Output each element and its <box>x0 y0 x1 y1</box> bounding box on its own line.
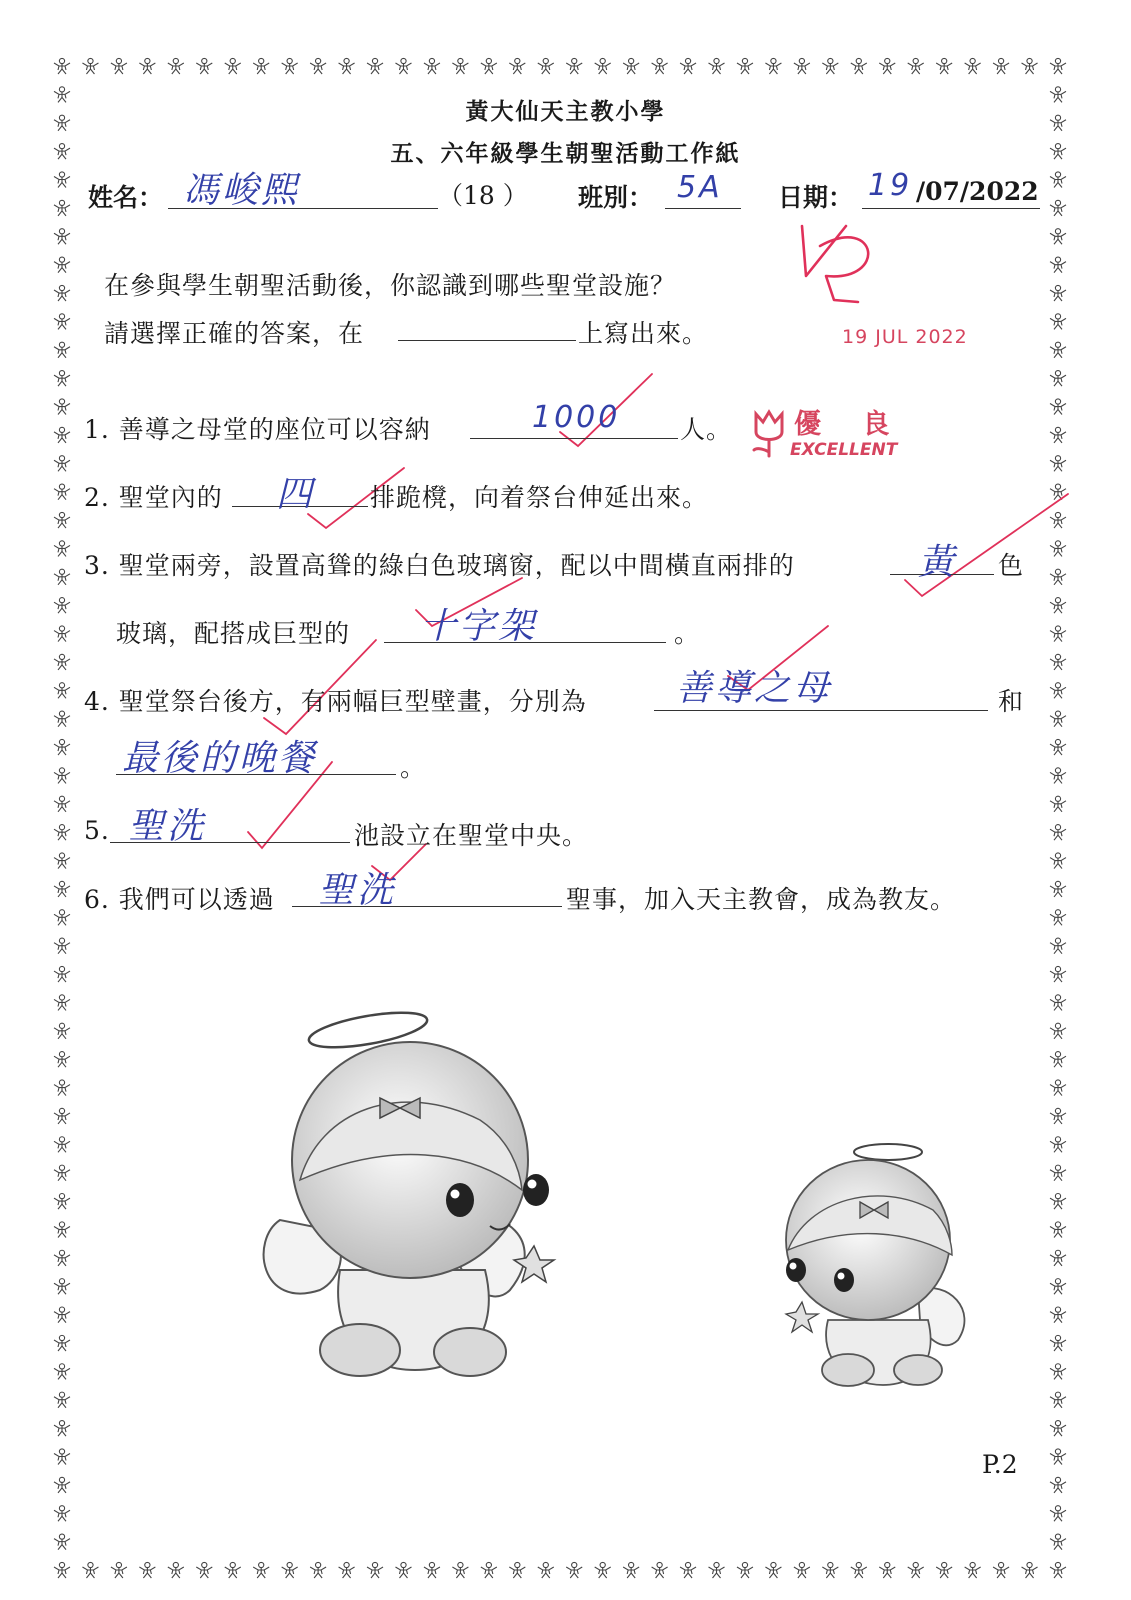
angel-figure-icon <box>765 1562 781 1578</box>
angel-figure-icon <box>253 58 269 74</box>
angel-figure-icon <box>54 1506 70 1522</box>
question-4-prefix: 4. 聖堂祭台後方，有兩幅巨型壁畫，分別為 <box>84 687 587 716</box>
angel-figure-icon <box>1050 512 1066 528</box>
cherub-angel-small-icon <box>768 1130 978 1400</box>
angel-figure-icon <box>54 285 70 301</box>
angel-figure-icon <box>1050 825 1066 841</box>
angel-figure-icon <box>54 683 70 699</box>
angel-figure-icon <box>652 1562 668 1578</box>
angel-figure-icon <box>339 1562 355 1578</box>
angel-figure-icon <box>623 58 639 74</box>
angel-figure-icon <box>54 1279 70 1295</box>
angel-figure-icon <box>54 966 70 982</box>
angel-figure-icon <box>54 1165 70 1181</box>
angel-figure-icon <box>936 1562 952 1578</box>
angel-figure-icon <box>908 58 924 74</box>
date-label: 日期： <box>778 183 854 212</box>
angel-figure-icon <box>965 1562 981 1578</box>
angel-figure-icon <box>54 1335 70 1351</box>
angel-figure-icon <box>1050 853 1066 869</box>
angel-figure-icon <box>1050 1222 1066 1238</box>
angel-figure-icon <box>908 1562 924 1578</box>
question-3-prefix: 3. 聖堂兩旁，設置高聳的綠白色玻璃窗，配以中間橫直兩排的 <box>84 551 795 580</box>
angel-figure-icon <box>54 1108 70 1124</box>
angel-figure-icon <box>424 58 440 74</box>
angel-figure-icon <box>54 711 70 727</box>
question-4-answer-2: 最後的晚餐 <box>122 738 318 779</box>
angel-figure-icon <box>481 58 497 74</box>
angel-figure-icon <box>54 200 70 216</box>
angel-figure-icon <box>1050 314 1066 330</box>
angel-figure-icon <box>680 1562 696 1578</box>
angel-figure-icon <box>54 739 70 755</box>
angel-figure-icon <box>54 853 70 869</box>
angel-figure-icon <box>737 58 753 74</box>
angel-figure-icon <box>936 58 952 74</box>
angel-figure-icon <box>54 1137 70 1153</box>
angel-figure-icon <box>1050 399 1066 415</box>
angel-figure-icon <box>54 938 70 954</box>
angel-figure-icon <box>1050 1364 1066 1380</box>
angel-figure-icon <box>1050 1477 1066 1493</box>
excellent-stamp-en: EXCELLENT <box>790 440 898 460</box>
angel-figure-icon <box>623 1562 639 1578</box>
angel-figure-icon <box>54 371 70 387</box>
angel-figure-icon <box>1050 58 1066 74</box>
angel-figure-icon <box>282 58 298 74</box>
question-3-suffix: 色 <box>998 551 1025 580</box>
angel-figure-icon <box>879 58 895 74</box>
angel-figure-icon <box>1050 711 1066 727</box>
angel-figure-icon <box>1050 371 1066 387</box>
angel-figure-icon <box>310 1562 326 1578</box>
angel-figure-icon <box>1050 796 1066 812</box>
angel-figure-icon <box>196 58 212 74</box>
angel-figure-icon <box>54 598 70 614</box>
angel-figure-icon <box>111 58 127 74</box>
angel-figure-icon <box>1050 1506 1066 1522</box>
angel-figure-icon <box>54 512 70 528</box>
angel-figure-icon <box>1050 1392 1066 1408</box>
angel-figure-icon <box>1050 938 1066 954</box>
angel-figure-icon <box>680 58 696 74</box>
angel-figure-icon <box>794 58 810 74</box>
angel-figure-icon <box>1050 598 1066 614</box>
angel-figure-icon <box>709 1562 725 1578</box>
intro-blank <box>398 340 576 341</box>
angel-figure-icon <box>1050 456 1066 472</box>
angel-figure-icon <box>139 58 155 74</box>
angel-figure-icon <box>395 1562 411 1578</box>
angel-figure-icon <box>54 1421 70 1437</box>
angel-figure-icon <box>851 1562 867 1578</box>
worksheet-title: 五、六年級學生朝聖活動工作紙 <box>390 140 741 167</box>
angel-figure-icon <box>111 1562 127 1578</box>
angel-figure-icon <box>851 58 867 74</box>
angel-figure-icon <box>54 1023 70 1039</box>
angel-figure-icon <box>481 1562 497 1578</box>
page-number: P.2 <box>982 1450 1018 1479</box>
angel-figure-icon <box>54 257 70 273</box>
angel-figure-icon <box>1050 1108 1066 1124</box>
angel-figure-icon <box>822 1562 838 1578</box>
angel-figure-icon <box>509 58 525 74</box>
angel-figure-icon <box>54 229 70 245</box>
angel-figure-icon <box>1050 1449 1066 1465</box>
angel-figure-icon <box>1050 1421 1066 1437</box>
angel-figure-icon <box>54 1392 70 1408</box>
angel-figure-icon <box>54 399 70 415</box>
question-6-suffix: 聖事，加入天主教會，成為教友。 <box>566 885 957 914</box>
angel-figure-icon <box>54 1307 70 1323</box>
student-name: 馮峻熙 <box>183 170 301 211</box>
angel-figure-icon <box>1022 58 1038 74</box>
question-3-answer: 黃 <box>918 542 958 583</box>
angel-figure-icon <box>1050 1279 1066 1295</box>
question-1-suffix: 人。 <box>680 415 733 444</box>
school-name: 黃大仙天主教小學 <box>465 98 666 125</box>
angel-figure-icon <box>54 342 70 358</box>
angel-figure-icon <box>54 796 70 812</box>
class-underline <box>665 208 741 209</box>
angel-figure-icon <box>794 1562 810 1578</box>
angel-figure-icon <box>1050 1562 1066 1578</box>
date-day: 19 <box>868 168 913 203</box>
angel-figure-icon <box>765 58 781 74</box>
angel-figure-icon <box>965 58 981 74</box>
angel-figure-icon <box>54 172 70 188</box>
question-4-answer: 善導之母 <box>676 668 833 709</box>
question-5-suffix: 池設立在聖堂中央。 <box>354 821 589 850</box>
angel-figure-icon <box>168 1562 184 1578</box>
angel-figure-icon <box>1050 881 1066 897</box>
question-5-answer: 聖洗 <box>128 806 207 847</box>
angel-figure-icon <box>1050 1335 1066 1351</box>
angel-figure-icon <box>395 58 411 74</box>
angel-figure-icon <box>367 1562 383 1578</box>
angel-figure-icon <box>54 654 70 670</box>
angel-figure-icon <box>1050 1307 1066 1323</box>
angel-figure-icon <box>822 58 838 74</box>
angel-figure-icon <box>196 1562 212 1578</box>
angel-figure-icon <box>54 541 70 557</box>
angel-figure-icon <box>1050 229 1066 245</box>
question-4-line2-suffix: 。 <box>400 753 427 782</box>
angel-figure-icon <box>566 1562 582 1578</box>
question-1-prefix: 1. 善導之母堂的座位可以容納 <box>84 415 431 444</box>
tulip-icon <box>750 408 788 458</box>
date-underline <box>862 208 1040 209</box>
angel-figure-icon <box>1050 285 1066 301</box>
angel-figure-icon <box>1050 654 1066 670</box>
angel-figure-icon <box>367 58 383 74</box>
angel-figure-icon <box>1050 739 1066 755</box>
angel-figure-icon <box>310 58 326 74</box>
angel-figure-icon <box>139 1562 155 1578</box>
intro-line-1: 在參與學生朝聖活動後，你認識到哪些聖堂設施？ <box>104 271 677 300</box>
name-label: 姓名： <box>88 183 164 212</box>
angel-figure-icon <box>1050 768 1066 784</box>
angel-figure-icon <box>1050 342 1066 358</box>
angel-figure-icon <box>253 1562 269 1578</box>
angel-figure-icon <box>82 1562 98 1578</box>
class-number: （18 ） <box>438 181 528 210</box>
question-5-prefix: 5. <box>84 816 110 845</box>
question-6-answer: 聖洗 <box>318 870 397 911</box>
angel-figure-icon <box>595 1562 611 1578</box>
angel-figure-icon <box>54 881 70 897</box>
intro-line-2b: 上寫出來。 <box>578 319 709 348</box>
question-1-blank <box>470 438 678 439</box>
angel-figure-icon <box>225 1562 241 1578</box>
angel-figure-icon <box>1050 1534 1066 1550</box>
angel-figure-icon <box>54 484 70 500</box>
question-2-prefix: 2. 聖堂內的 <box>84 483 223 512</box>
angel-figure-icon <box>1050 484 1066 500</box>
angel-figure-icon <box>1050 1165 1066 1181</box>
angel-figure-icon <box>424 1562 440 1578</box>
angel-figure-icon <box>1050 172 1066 188</box>
angel-figure-icon <box>54 1449 70 1465</box>
angel-figure-icon <box>1050 966 1066 982</box>
question-3-line2-prefix: 玻璃，配搭成巨型的 <box>116 619 351 648</box>
angel-figure-icon <box>54 58 70 74</box>
angel-figure-icon <box>1050 1052 1066 1068</box>
angel-figure-icon <box>1050 995 1066 1011</box>
angel-figure-icon <box>993 58 1009 74</box>
angel-figure-icon <box>168 58 184 74</box>
angel-figure-icon <box>54 569 70 585</box>
angel-figure-icon <box>1050 1137 1066 1153</box>
question-2-suffix: 排跪櫈，向着祭台伸延出來。 <box>370 483 709 512</box>
angel-figure-icon <box>1050 626 1066 642</box>
date-stamp: 19 JUL 2022 <box>842 326 968 348</box>
class-value: 5A <box>677 170 723 205</box>
angel-figure-icon <box>54 1250 70 1266</box>
intro-line-2a: 請選擇正確的答案，在 <box>104 319 365 348</box>
cherub-angel-icon <box>250 990 580 1410</box>
angel-figure-icon <box>54 314 70 330</box>
angel-figure-icon <box>566 58 582 74</box>
angel-figure-icon <box>1050 1080 1066 1096</box>
question-3-answer-2: 十字架 <box>420 606 538 647</box>
angel-figure-icon <box>54 995 70 1011</box>
angel-figure-icon <box>282 1562 298 1578</box>
angel-figure-icon <box>225 58 241 74</box>
angel-figure-icon <box>1050 1023 1066 1039</box>
angel-figure-icon <box>1050 683 1066 699</box>
angel-figure-icon <box>993 1562 1009 1578</box>
angel-figure-icon <box>54 1562 70 1578</box>
angel-figure-icon <box>1050 541 1066 557</box>
angel-figure-icon <box>879 1562 895 1578</box>
angel-figure-icon <box>1050 200 1066 216</box>
angel-figure-icon <box>1050 257 1066 273</box>
question-6-prefix: 6. 我們可以透過 <box>84 885 275 914</box>
angel-figure-icon <box>509 1562 525 1578</box>
question-2-answer: 四 <box>276 474 316 515</box>
angel-figure-icon <box>709 58 725 74</box>
question-1-answer: 1000 <box>532 400 621 435</box>
angel-figure-icon <box>339 58 355 74</box>
angel-figure-icon <box>652 58 668 74</box>
angel-figure-icon <box>538 58 554 74</box>
class-label: 班別： <box>578 183 654 212</box>
excellent-stamp-cn: 優 良 <box>794 409 906 440</box>
angel-figure-icon <box>1022 1562 1038 1578</box>
angel-figure-icon <box>1050 1250 1066 1266</box>
angel-figure-icon <box>54 1052 70 1068</box>
angel-figure-icon <box>1050 910 1066 926</box>
angel-figure-icon <box>54 1364 70 1380</box>
angel-figure-icon <box>54 910 70 926</box>
angel-figure-icon <box>54 825 70 841</box>
angel-figure-icon <box>54 626 70 642</box>
angel-figure-icon <box>54 456 70 472</box>
angel-figure-icon <box>452 58 468 74</box>
angel-figure-icon <box>54 1534 70 1550</box>
angel-figure-icon <box>54 1477 70 1493</box>
question-4-suffix: 和 <box>998 687 1025 716</box>
date-rest: /07/2022 <box>916 177 1039 206</box>
question-3-line2-suffix: 。 <box>674 619 701 648</box>
angel-figure-icon <box>82 58 98 74</box>
angel-figure-icon <box>1050 427 1066 443</box>
angel-figure-icon <box>54 1080 70 1096</box>
angel-figure-icon <box>737 1562 753 1578</box>
angel-figure-icon <box>54 427 70 443</box>
angel-figure-icon <box>54 1193 70 1209</box>
angel-figure-icon <box>595 58 611 74</box>
angel-figure-icon <box>1050 1193 1066 1209</box>
angel-figure-icon <box>1050 569 1066 585</box>
angel-figure-icon <box>538 1562 554 1578</box>
angel-figure-icon <box>54 1222 70 1238</box>
angel-figure-icon <box>452 1562 468 1578</box>
angel-figure-icon <box>54 768 70 784</box>
